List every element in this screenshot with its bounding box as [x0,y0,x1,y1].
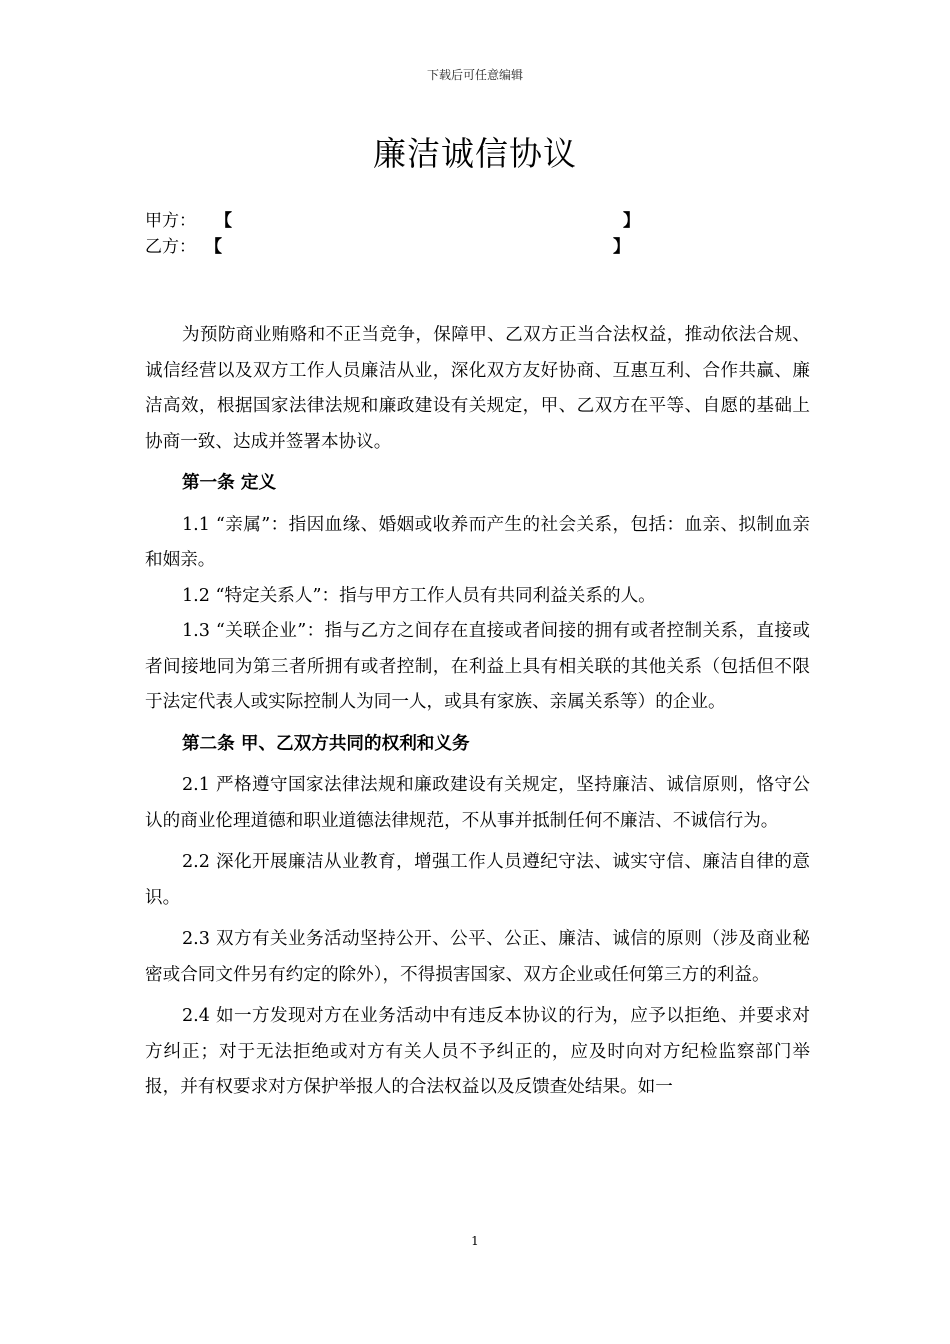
clause-2-1: 2.1 严格遵守国家法律法规和廉政建设有关规定，坚持廉洁、诚信原则，恪守公认的商业伦理道德和职业道德法律规范，不从事并抵制任何不廉洁、不诚信行为。 [145,775,810,831]
party-b-label: 乙方： [145,237,196,257]
intro-paragraph: 为预防商业贿赂和不正当竞争，保障甲、乙双方正当合法权益，推动依法合规、诚信经营以及双方工作人员廉洁从业，深化双方友好协商、互惠互利、合作共赢、廉洁高效，根据国家法律法规和廉政建设有关规定，甲、乙双方在平等、自愿的基础上协商一致、达成并签署本协议。 [145,325,810,452]
article-1-heading: 第一条 定义 [181,473,277,493]
party-b-bracket-open: 【 [205,237,222,257]
clause-1-3: 1.3 “关联企业”：指与乙方之间存在直接或者间接的拥有或者控制关系，直接或者间接地同为第三者所拥有或者控制，在利益上具有相关联的其他关系（包括但不限于法定代表人或实际控制人为同一人，或具有家族、亲属关系等）的企业。 [145,621,810,712]
page-header-note: 下载后可任意编辑 [426,68,523,82]
clause-2-3: 2.3 双方有关业务活动坚持公开、公平、公正、廉洁、诚信的原则（涉及商业秘密或合同文件另有约定的除外），不得损害国家、双方企业或任何第三方的利益。 [145,929,810,985]
party-b-line [145,235,630,259]
article-2-heading: 第二条 甲、乙双方共同的权利和义务 [181,733,470,754]
agreement-body [145,318,810,1106]
party-a-label: 甲方： [145,211,196,231]
clause-1-2: 1.2 “特定关系人”：指与甲方工作人员有共同利益关系的人。 [181,585,656,606]
clause-2-4: 2.4 如一方发现对方在业务活动中有违反本协议的行为，应予以拒绝、并要求对方纠正；对于无法拒绝或对方有关人员不予纠正的，应及时向对方纪检监察部门举报，并有权要求对方保护举报人的合法权益以及反馈查处结果。如一 [145,1006,810,1097]
party-a-bracket-close: 】 [623,211,640,231]
clause-2-2: 2.2 深化开展廉洁从业教育，增强工作人员遵纪守法、诚实守信、廉洁自律的意识。 [145,852,810,908]
party-a-line [145,209,640,233]
page-number: 1 [471,1234,479,1248]
party-b-bracket-close: 】 [613,237,630,257]
document-title: 廉洁诚信协议 [373,134,577,173]
clause-1-1: 1.1 “亲属”：指因血缘、婚姻或收养而产生的社会关系，包括：血亲、拟制血亲和姻亲。 [145,514,810,570]
party-a-bracket-open: 【 [215,211,232,231]
